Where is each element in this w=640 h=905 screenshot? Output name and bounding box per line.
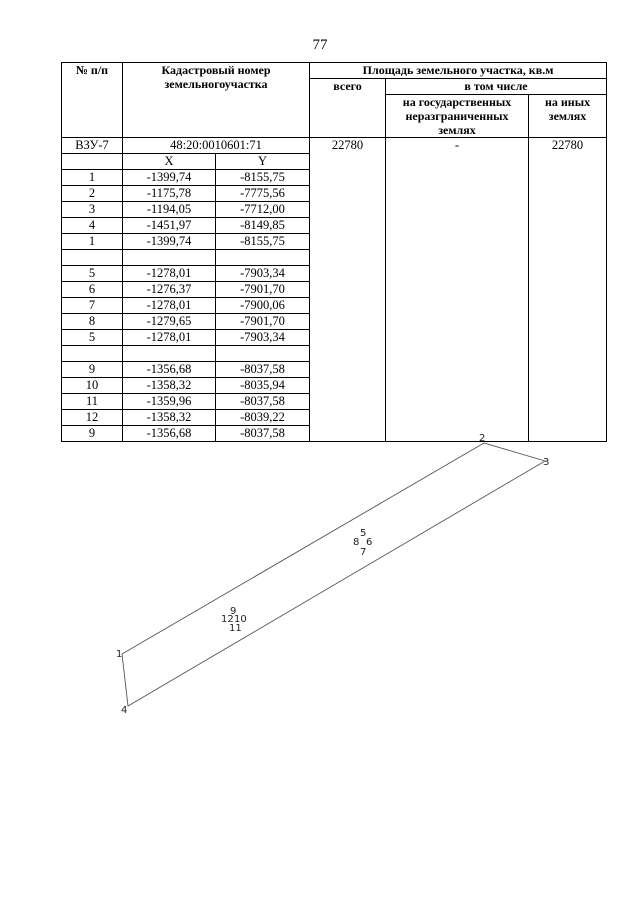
coord-cell-y bbox=[216, 346, 310, 362]
coord-cell-y: -8155,75 bbox=[216, 234, 310, 250]
coord-cell-n: 1 bbox=[62, 170, 123, 186]
coord-cell-x bbox=[123, 346, 216, 362]
page-number: 77 bbox=[312, 37, 328, 53]
coord-cell-x: -1359,96 bbox=[123, 394, 216, 410]
point-label-7: 7 bbox=[360, 547, 367, 558]
coord-cell-x: -1278,01 bbox=[123, 266, 216, 282]
coord-cell-n: 9 bbox=[62, 426, 123, 442]
coord-cell-x: -1175,78 bbox=[123, 186, 216, 202]
coord-cell-x bbox=[123, 250, 216, 266]
cadastral-table bbox=[61, 62, 607, 442]
parcel-id: ВЗУ-7 bbox=[62, 138, 123, 154]
coord-cell-n: 6 bbox=[62, 282, 123, 298]
header-other-lands: на иных землях bbox=[529, 95, 607, 138]
coord-cell-y: -8037,58 bbox=[216, 394, 310, 410]
coord-cell-x: -1356,68 bbox=[123, 426, 216, 442]
header-including: в том числе bbox=[386, 79, 607, 95]
coord-cell-n: 8 bbox=[62, 314, 123, 330]
coord-cell-y: -8039,22 bbox=[216, 410, 310, 426]
area-state: - bbox=[386, 138, 529, 442]
coord-cell-x: -1276,37 bbox=[123, 282, 216, 298]
header-area: Площадь земельного участка, кв.м bbox=[310, 63, 607, 79]
coord-cell-y: -8035,94 bbox=[216, 378, 310, 394]
point-label-6: 6 bbox=[366, 537, 373, 548]
coord-cell-x: -1194,05 bbox=[123, 202, 216, 218]
coord-cell-n: 5 bbox=[62, 266, 123, 282]
coord-cell-x: -1278,01 bbox=[123, 298, 216, 314]
parcel-drawing bbox=[0, 425, 640, 745]
coord-cell-y: -8037,58 bbox=[216, 362, 310, 378]
header-num: № п/п bbox=[62, 63, 123, 138]
coord-cell-n: 1 bbox=[62, 234, 123, 250]
coord-cell-x: -1358,32 bbox=[123, 378, 216, 394]
cadastral-number: 48:20:0010601:71 bbox=[123, 138, 310, 154]
coord-cell-x: -1399,74 bbox=[123, 234, 216, 250]
coord-cell-x: -1399,74 bbox=[123, 170, 216, 186]
coord-cell-x: -1358,32 bbox=[123, 410, 216, 426]
coord-cell-n: 12 bbox=[62, 410, 123, 426]
point-label-11: 11 bbox=[229, 623, 242, 634]
point-label-8: 8 bbox=[353, 537, 360, 548]
coord-cell-x: -1451,97 bbox=[123, 218, 216, 234]
coord-cell-y: -7901,70 bbox=[216, 314, 310, 330]
coord-cell-x: -1278,01 bbox=[123, 330, 216, 346]
coord-cell-n: 2 bbox=[62, 186, 123, 202]
coord-cell-x: -1279,65 bbox=[123, 314, 216, 330]
coord-cell-y: -8155,75 bbox=[216, 170, 310, 186]
coord-cell-n: 5 bbox=[62, 330, 123, 346]
coord-cell-y: -8037,58 bbox=[216, 426, 310, 442]
point-label-4: 4 bbox=[121, 705, 128, 716]
coord-cell-y: -7903,34 bbox=[216, 330, 310, 346]
coord-cell-n: 9 bbox=[62, 362, 123, 378]
header-total: всего bbox=[310, 79, 386, 138]
coord-cell-y: -7901,70 bbox=[216, 282, 310, 298]
parcel-outline bbox=[122, 443, 545, 706]
coord-cell-y: -7903,34 bbox=[216, 266, 310, 282]
coord-header-num bbox=[62, 154, 123, 170]
coord-cell-y: -7712,00 bbox=[216, 202, 310, 218]
point-label-10: 10 bbox=[234, 614, 247, 625]
coord-cell-n bbox=[62, 250, 123, 266]
coord-header-x: X bbox=[123, 154, 216, 170]
coord-cell-n: 3 bbox=[62, 202, 123, 218]
header-cadastral: Кадастровый номер земельногоучастка bbox=[123, 63, 310, 138]
header-state-lands: на государственных неразграниченных землях bbox=[386, 95, 529, 138]
coord-cell-n: 7 bbox=[62, 298, 123, 314]
coord-cell-y: -8149,85 bbox=[216, 218, 310, 234]
point-label-9: 9 bbox=[230, 606, 237, 617]
coord-cell-n: 4 bbox=[62, 218, 123, 234]
point-label-3: 3 bbox=[543, 457, 550, 468]
coord-cell-n bbox=[62, 346, 123, 362]
point-label-2: 2 bbox=[479, 433, 486, 444]
point-label-1: 1 bbox=[116, 649, 123, 660]
point-label-5: 5 bbox=[360, 528, 367, 539]
coord-cell-y bbox=[216, 250, 310, 266]
coord-cell-y: -7775,56 bbox=[216, 186, 310, 202]
coord-cell-n: 11 bbox=[62, 394, 123, 410]
coord-cell-x: -1356,68 bbox=[123, 362, 216, 378]
point-label-12: 12 bbox=[221, 614, 234, 625]
coord-header-y: Y bbox=[216, 154, 310, 170]
coord-cell-y: -7900,06 bbox=[216, 298, 310, 314]
area-total: 22780 bbox=[310, 138, 386, 442]
coord-cell-n: 10 bbox=[62, 378, 123, 394]
area-other: 22780 bbox=[529, 138, 607, 442]
